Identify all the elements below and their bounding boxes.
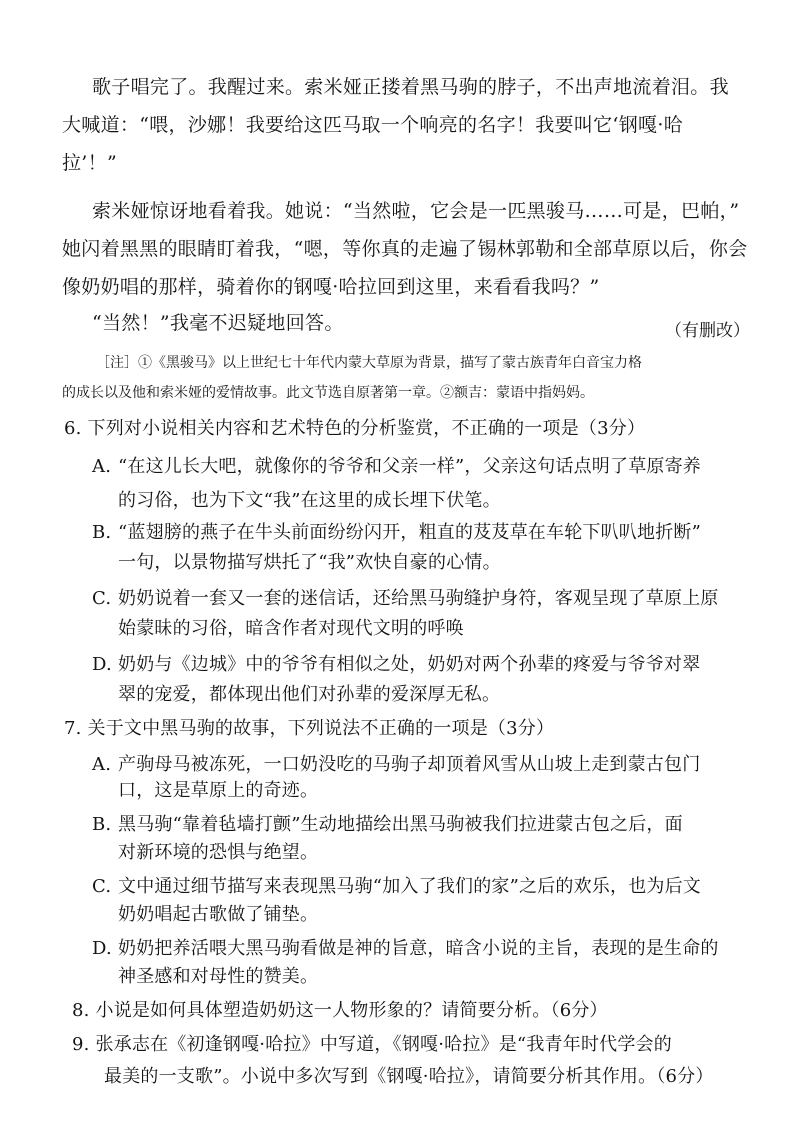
question-7-option-b-line-1: 黑马驹“靠着毡墙打颤”生动地描绘出黑马驹被我们拉进蒙古包之后，面	[118, 814, 683, 835]
question-6-option-c-line-1: 奶奶说着一套又一套的迷信话，还给黑马驹缝护身符，客观呈现了草原上原	[118, 588, 719, 609]
passage-p1-line-1: 歌子唱完了。我醒过来。索米娅正搂着黑马驹的脖子，不出声地流着泪。我	[92, 76, 729, 98]
question-6-option-d-label: D.	[92, 654, 112, 675]
question-6-option-b-line-1: “蓝翅膀的燕子在牛头前面纷纷闪开，粗直的芨芨草在车轮下叭叭地折断”	[118, 522, 702, 543]
question-6-option-a-line-2: 的习俗，也为下文“我”在这里的成长埋下伏笔。	[118, 490, 501, 511]
passage-p2-line-2: 她闪着黑黑的眼睛盯着我，“嗯，等你真的走遍了锡林郭勒和全部草原以后，你会	[62, 238, 748, 260]
question-7-option-b-line-2: 对新环境的恐惧与绝望。	[118, 842, 319, 863]
passage-p1-line-2: 大喊道：“喂，沙娜！我要给这匹马取一个响亮的名字！我要叫它‘钢嘎·哈	[62, 114, 683, 136]
question-7-option-a-line-2: 口，这是草原上的奇迹。	[118, 780, 319, 801]
annotation-line-2: 的成长以及他和索米娅的爱情故事。此文节选自原著第一章。②额吉：蒙语中指妈妈。	[62, 385, 594, 401]
question-7-stem: 7. 关于文中黑马驹的故事，下列说法不正确的一项是（3分）	[64, 718, 555, 739]
passage-p2-line-1: 索米娅惊讶地看着我。她说：“当然啦，它会是一匹黑骏马……可是，巴帕，”	[92, 200, 740, 222]
question-7-option-b-label: B.	[92, 814, 112, 835]
passage-p2-line-3: 像奶奶唱的那样，骑着你的钢嘎·哈拉回到这里，来看看我吗？”	[62, 276, 600, 298]
question-6-option-c-line-2: 始蒙昧的习俗，暗含作者对现代文明的呼唤	[118, 618, 464, 639]
question-7-option-c-line-2: 奶奶唱起古歌做了铺垫。	[118, 904, 319, 925]
question-7-option-a-label: A.	[92, 754, 112, 775]
question-9-stem-line-2: 最美的一支歌”。小说中多次写到《钢嘎·哈拉》，请简要分析其作用。（6分）	[104, 1066, 714, 1087]
question-7-option-a-line-1: 产驹母马被冻死，一口奶没吃的马驹子却顶着风雪从山坡上走到蒙古包门	[118, 754, 701, 775]
question-7-option-d-label: D.	[92, 938, 112, 959]
passage-p3-line-1: “当然！”我毫不迟疑地回答。	[92, 312, 344, 334]
question-6-option-a-label: A.	[92, 456, 112, 477]
passage-p1-line-3: 拉’！”	[62, 152, 117, 174]
question-7-option-d-line-2: 神圣感和对母性的赞美。	[118, 966, 319, 987]
question-9-stem-line-1: 9. 张承志在《初逢钢嘎·哈拉》中写道，《钢嘎·哈拉》是“我青年时代学会的	[72, 1034, 672, 1055]
question-6-option-d-line-1: 奶奶与《边城》中的爷爷有相似之处，奶奶对两个孙辈的疼爱与爷爷对翠	[118, 654, 701, 675]
question-8-stem: 8. 小说是如何具体塑造奶奶这一人物形象的？请简要分析。（6分）	[72, 1000, 608, 1021]
question-6-stem: 6. 下列对小说相关内容和艺术特色的分析鉴赏，不正确的一项是（3分）	[64, 418, 646, 439]
question-7-option-c-label: C.	[92, 876, 112, 897]
question-6-option-a-line-1: “在这儿长大吧，就像你的爷爷和父亲一样”，父亲这句话点明了草原寄养	[118, 456, 702, 477]
question-6-option-d-line-2: 翠的宠爱，都体现出他们对孙辈的爱深厚无私。	[118, 684, 501, 705]
question-7-option-d-line-1: 奶奶把养活喂大黑马驹看做是神的旨意，暗含小说的主旨，表现的是生命的	[118, 938, 719, 959]
annotation-line-1: ［注］①《黑骏马》以上世纪七十年代内蒙大草原为背景，描写了蒙古族青年白音宝力格	[96, 355, 642, 371]
question-6-option-b-line-2: 一句，以景物描写烘托了“我”欢快自豪的心情。	[118, 552, 501, 573]
question-6-option-b-label: B.	[92, 522, 112, 543]
question-6-option-c-label: C.	[92, 588, 112, 609]
source-note: （有删改）	[665, 321, 750, 341]
question-7-option-c-line-1: 文中通过细节描写来表现黑马驹“加入了我们的家”之后的欢乐，也为后文	[118, 876, 702, 897]
